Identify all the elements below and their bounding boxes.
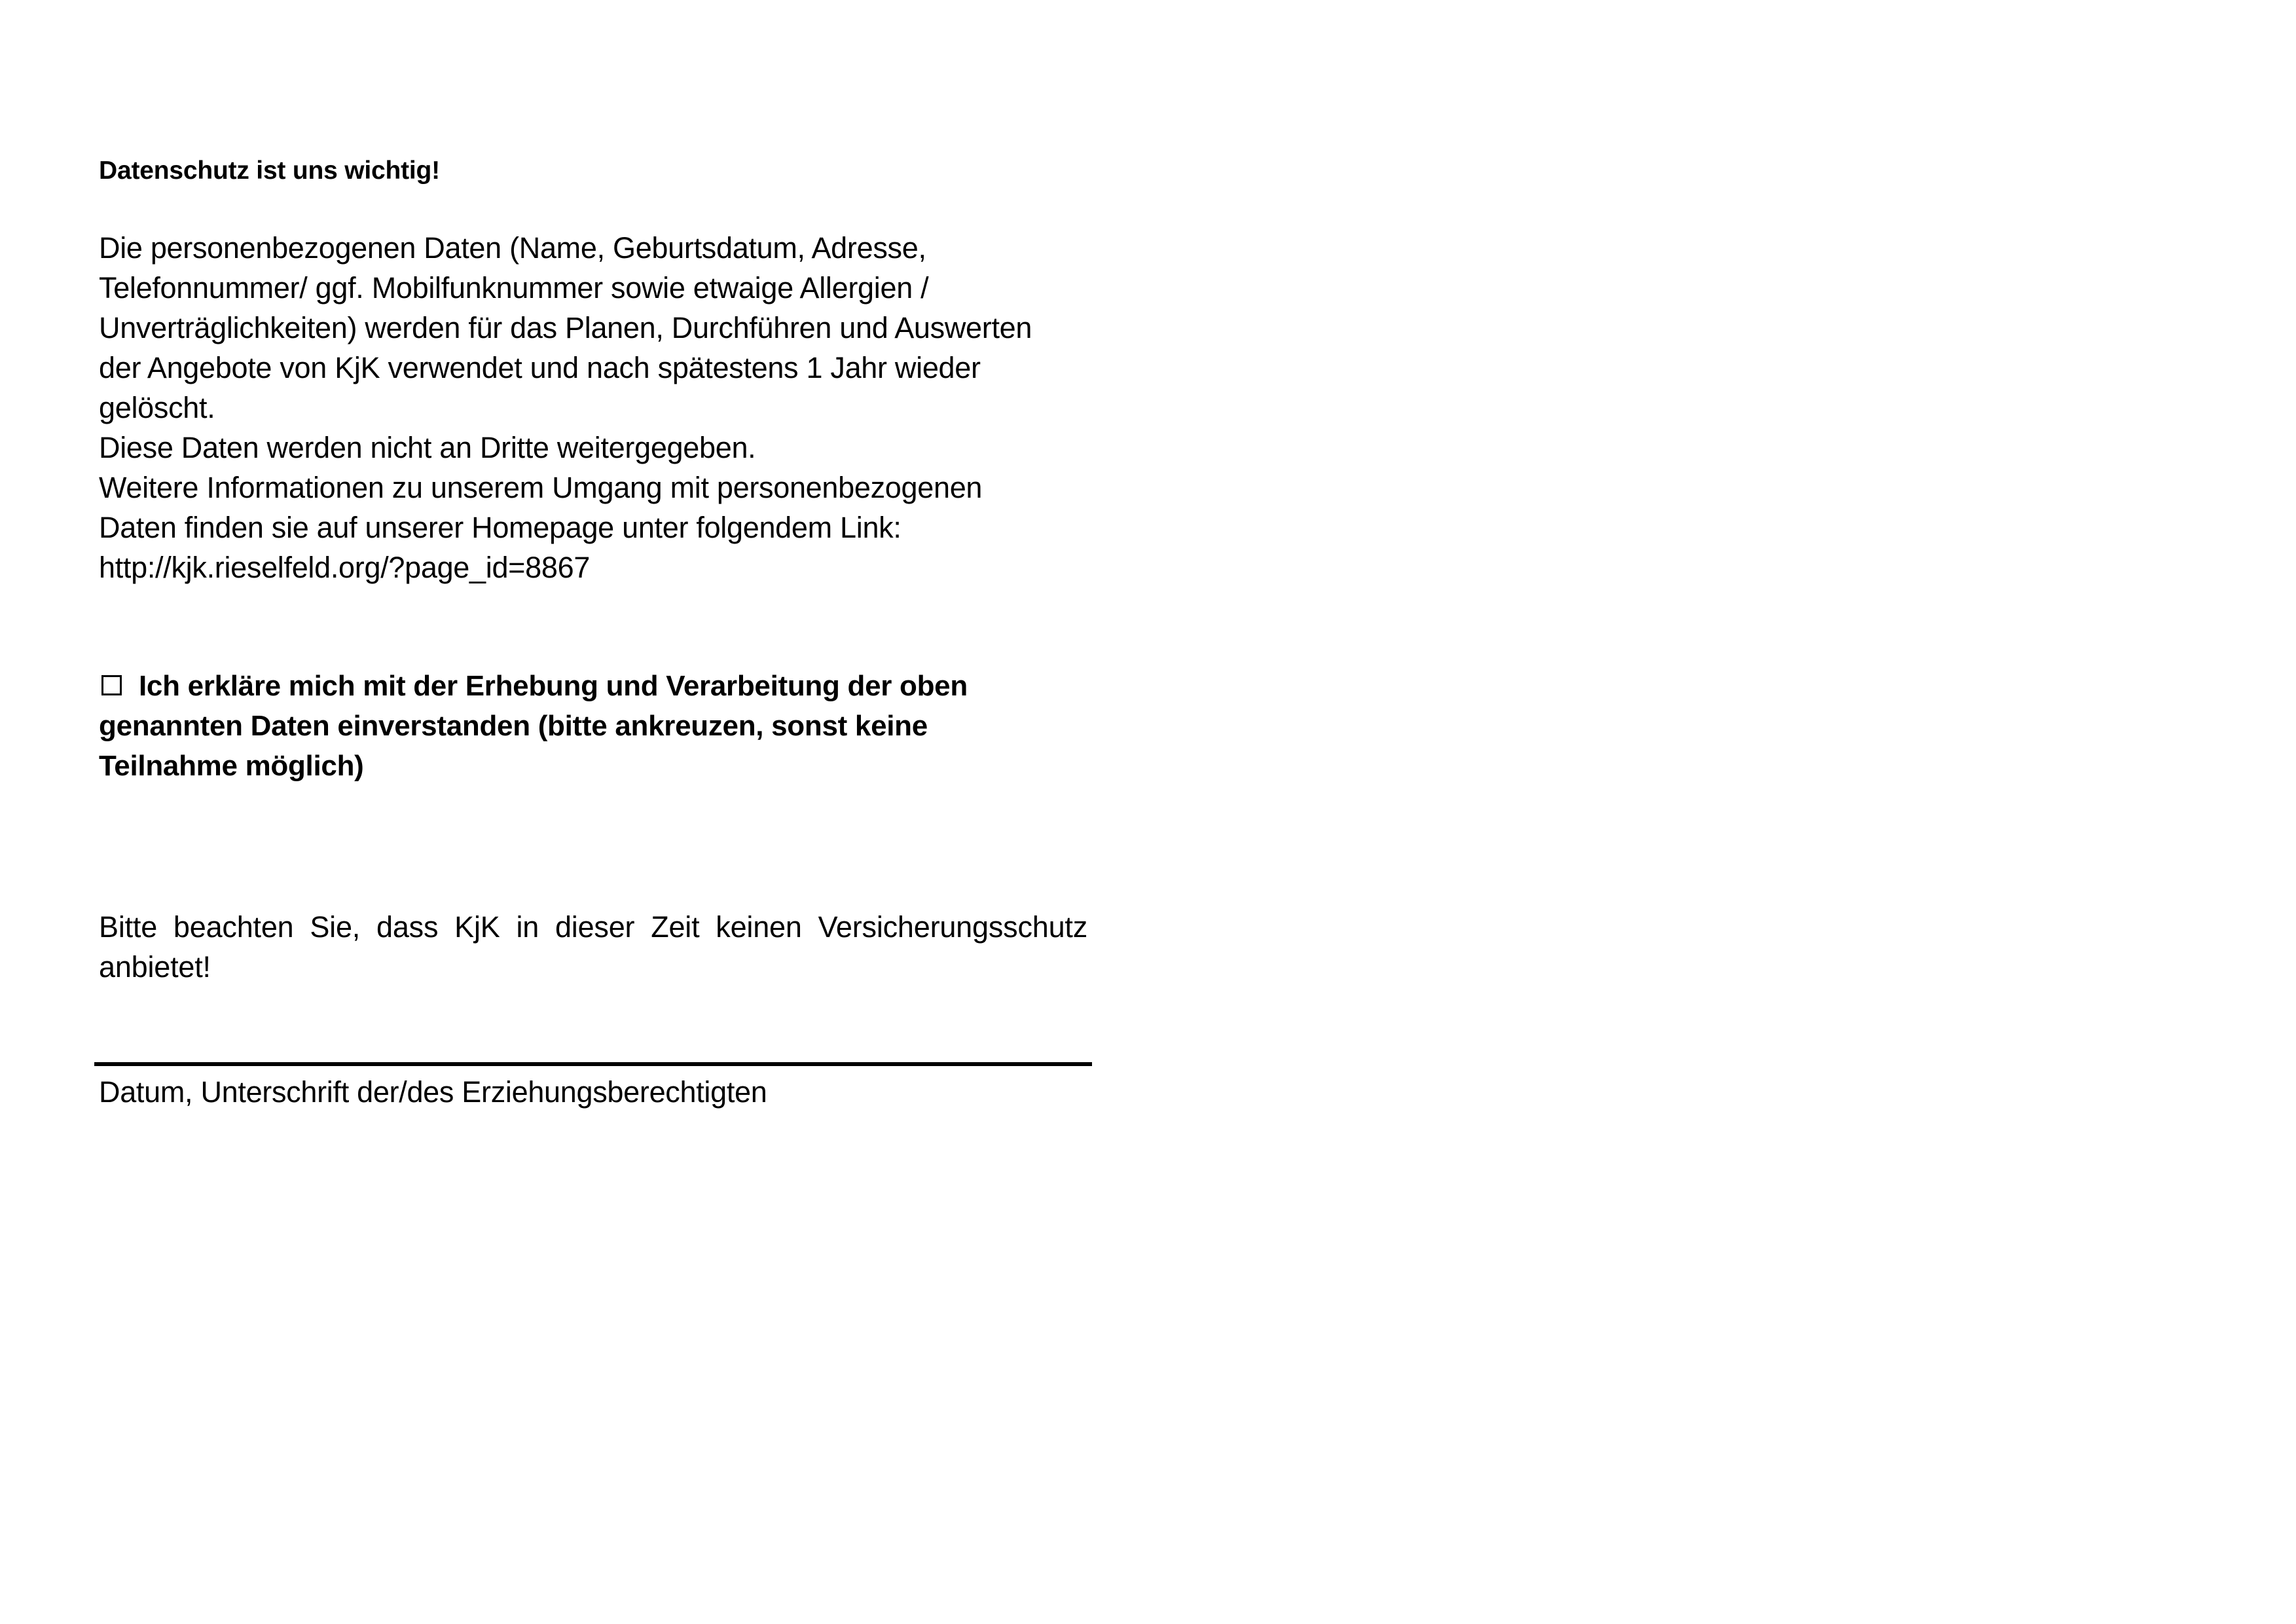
signature-line[interactable] xyxy=(94,1062,1092,1066)
privacy-line: Die personenbezogenen Daten (Name, Geburtsdatum, Adresse, xyxy=(99,231,926,265)
privacy-heading: Datenschutz ist uns wichtig! xyxy=(99,157,440,185)
privacy-link[interactable]: http://kjk.rieselfeld.org/?page_id=8867 xyxy=(99,551,591,584)
document-content xyxy=(99,151,1087,987)
consent-line: Teilnahme möglich) xyxy=(99,750,364,782)
privacy-line: der Angebote von KjK verwendet und nach spätestens 1 Jahr wieder xyxy=(99,351,981,384)
privacy-line: Unverträglichkeiten) werden für das Planen, Durchführen und Auswerten xyxy=(99,311,1032,344)
insurance-notice xyxy=(99,907,1087,987)
privacy-line: Telefonnummer/ ggf. Mobilfunknummer sowie etwaige Allergien / xyxy=(99,271,929,304)
notice-line: Bitte beachten Sie, dass KjK in dieser Zeit keinen Versicherungsschutz xyxy=(99,910,1087,944)
consent-checkbox[interactable] xyxy=(101,675,122,695)
notice-line: anbietet! xyxy=(99,950,211,984)
consent-line-text: Ich erkläre mich mit der Erhebung und Verarbeitung der oben xyxy=(139,670,968,702)
privacy-line: Weitere Informationen zu unserem Umgang mit personenbezogenen xyxy=(99,471,983,504)
consent-statement xyxy=(99,666,1087,786)
privacy-line: Daten finden sie auf unserer Homepage unter folgendem Link: xyxy=(99,511,902,544)
consent-line: genannten Daten einverstanden (bitte ankreuzen, sonst keine xyxy=(99,710,928,742)
signature-label: Datum, Unterschrift der/des Erziehungsberechtigten xyxy=(99,1075,767,1109)
privacy-paragraph xyxy=(99,228,1087,587)
privacy-line: Diese Daten werden nicht an Dritte weitergegeben. xyxy=(99,431,756,464)
privacy-line: gelöscht. xyxy=(99,391,215,424)
consent-line xyxy=(99,666,1087,706)
